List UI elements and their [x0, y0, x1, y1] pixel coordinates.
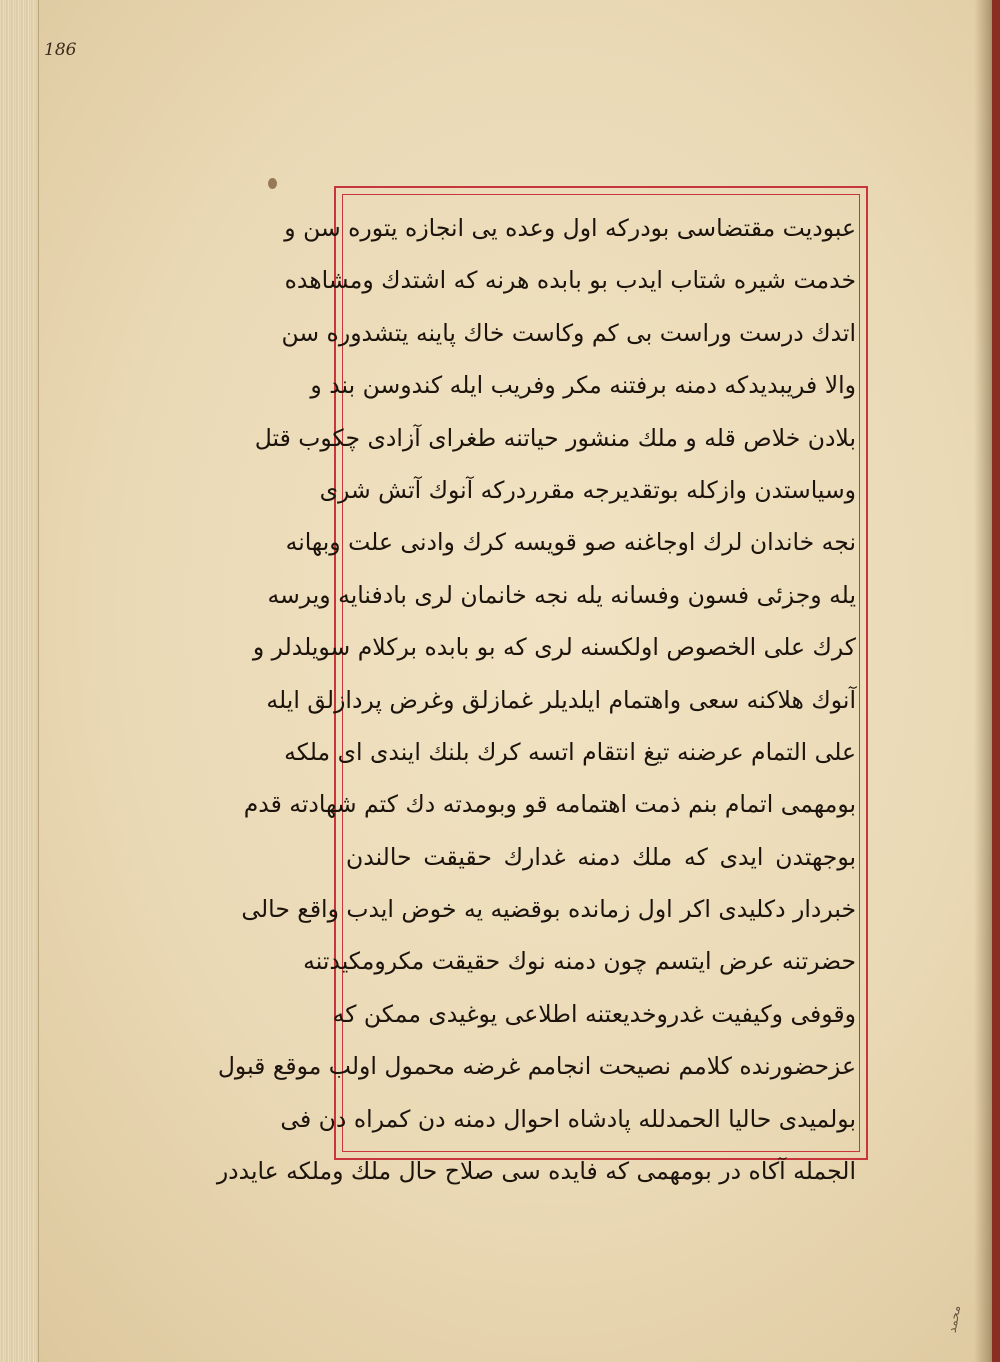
text-line: آنوك هلاکنه سعی واهتمام ایلدیلر غمازلق وغرض پردازلق ایله [266, 685, 856, 714]
text-line: حضرتنه عرض ایتسم چون دمنه نوك حقیقت مکرومکیدتنه [303, 947, 856, 976]
text-line: اتدك درست وراست بی کم وکاست خاك پاینه یتشدوره سن [281, 318, 856, 347]
text-line: کرك علی الخصوص اولکسنه لری که بو بابده برکلام سویلدلر و [252, 633, 856, 662]
text-line: عبودیت مقتضاسی بودرکه اول وعده یی انجازه یتوره سن و [284, 214, 856, 242]
text-line: یله وجزئی فسون وفسانه یله نجه خانمان لری بادفنایه ویرسه [267, 580, 856, 609]
text-line: وقوفی وکیفیت غدروخدیعتنه اطلاعی یوغیدی ممکن که [332, 999, 856, 1028]
text-line: وسیاستدن وازکله بوتقدیرجه مقرردرکه آنوك آتش شری [319, 475, 856, 504]
text-line: خدمت شیره شتاب ایدب بو بابده هرنه که اشتدك ومشاهده [284, 266, 856, 295]
text-line: بوجهتدن ایدی که ملك دمنه غدارك حقیقت حالندن [346, 842, 856, 871]
folio-number: 186 [44, 40, 77, 60]
text-line: عزحضورنده کلامم نصیحت انجامم غرضه محمول اولب موقع قبول [217, 1052, 856, 1081]
text-line: نجه خاندان لرك اوجاغنه صو قویسه کرك وادنی علت وبهانه [285, 528, 856, 557]
binding-spine [992, 0, 1000, 1362]
text-line: الجمله آکاه در بومهمی که فایده سی صلاح حال ملك وملکه عایددر [216, 1157, 856, 1186]
text-block [216, 202, 856, 1186]
text-line: والا فریبدیدکه دمنه برفتنه مکر وفریب ایله کندوسن بند و [310, 371, 856, 400]
ink-stain [268, 178, 277, 189]
text-line: بومهمی اتمام بنم ذمت اهتمامه قو وبومدته دك کتم شهادته قدم [243, 790, 856, 819]
text-line: خبردار دکلیدی اکر اول زمانده بوقضیه یه خوض ایدب واقع حالی [241, 895, 856, 924]
text-line: علی التمام عرضنه تیغ انتقام اتسه کرك بلنك ایندی ای ملکه [284, 737, 856, 766]
text-line: بلادن خلاص قله و ملك منشور حیاتنه طغرای آزادی چکوب قتل [254, 423, 856, 452]
text-line: بولمیدی حالیا الحمدلله پادشاه احوال دمنه دن کمراه دن فی [280, 1104, 856, 1133]
page-edge-stack [0, 0, 39, 1362]
corner-annotation: محمد [944, 1304, 964, 1334]
